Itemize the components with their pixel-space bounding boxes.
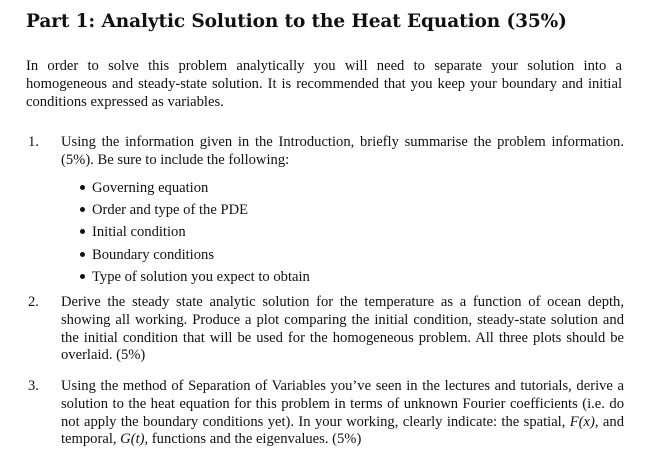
- bullet-icon: [80, 207, 85, 212]
- list-item: Type of solution you expect to obtain: [80, 266, 310, 288]
- list-item: Governing equation: [80, 177, 310, 199]
- math-temporal-function: G(t): [120, 431, 145, 448]
- question-item-3: [28, 378, 624, 449]
- list-item: Boundary conditions: [80, 244, 310, 266]
- math-spatial-function: F(x): [569, 413, 595, 430]
- question-text: Derive the steady state analytic solution for the temperature as a function of ocean depth, showing all working. Produce a plot comparing the initial condition, steady-state solution and the initial condition that will be used for the homogeneous problem. All three plots should be overlaid. (5%): [61, 294, 624, 364]
- bullet-icon: [80, 274, 85, 279]
- list-item: Order and type of the PDE: [80, 199, 310, 221]
- list-item: Initial condition: [80, 221, 310, 243]
- question-number: 1.: [28, 134, 39, 150]
- question-item-1: [28, 134, 624, 170]
- question-number: 2.: [28, 294, 39, 310]
- bullet-icon: [80, 185, 85, 190]
- question-text: Using the information given in the Introduction, briefly summarise the problem information. (5%). Be sure to include the following:: [61, 134, 624, 168]
- intro-paragraph: In order to solve this problem analytically you will need to separate your solution into a homogeneous and steady-state solution. It is recommended that you keep your boundary and initial conditions expressed as variables.: [26, 58, 622, 110]
- section-title: Part 1: Analytic Solution to the Heat Equation (35%): [26, 11, 567, 32]
- bullet-icon: [80, 229, 85, 234]
- question-number: 3.: [28, 378, 39, 394]
- bullet-icon: [80, 252, 85, 257]
- question-item-2: [28, 294, 624, 365]
- question-text: Using the method of Separation of Variables you’ve seen in the lectures and tutorials, derive a solution to the heat equation for this problem in terms of unknown Fourier coefficients (i.e. do not apply the boundary conditions yet). In your working, clearly indicate: the spatial, F(x), and temporal, G(t), functions and the eigenvalues. (5%): [61, 378, 624, 448]
- requirements-list: [80, 177, 310, 288]
